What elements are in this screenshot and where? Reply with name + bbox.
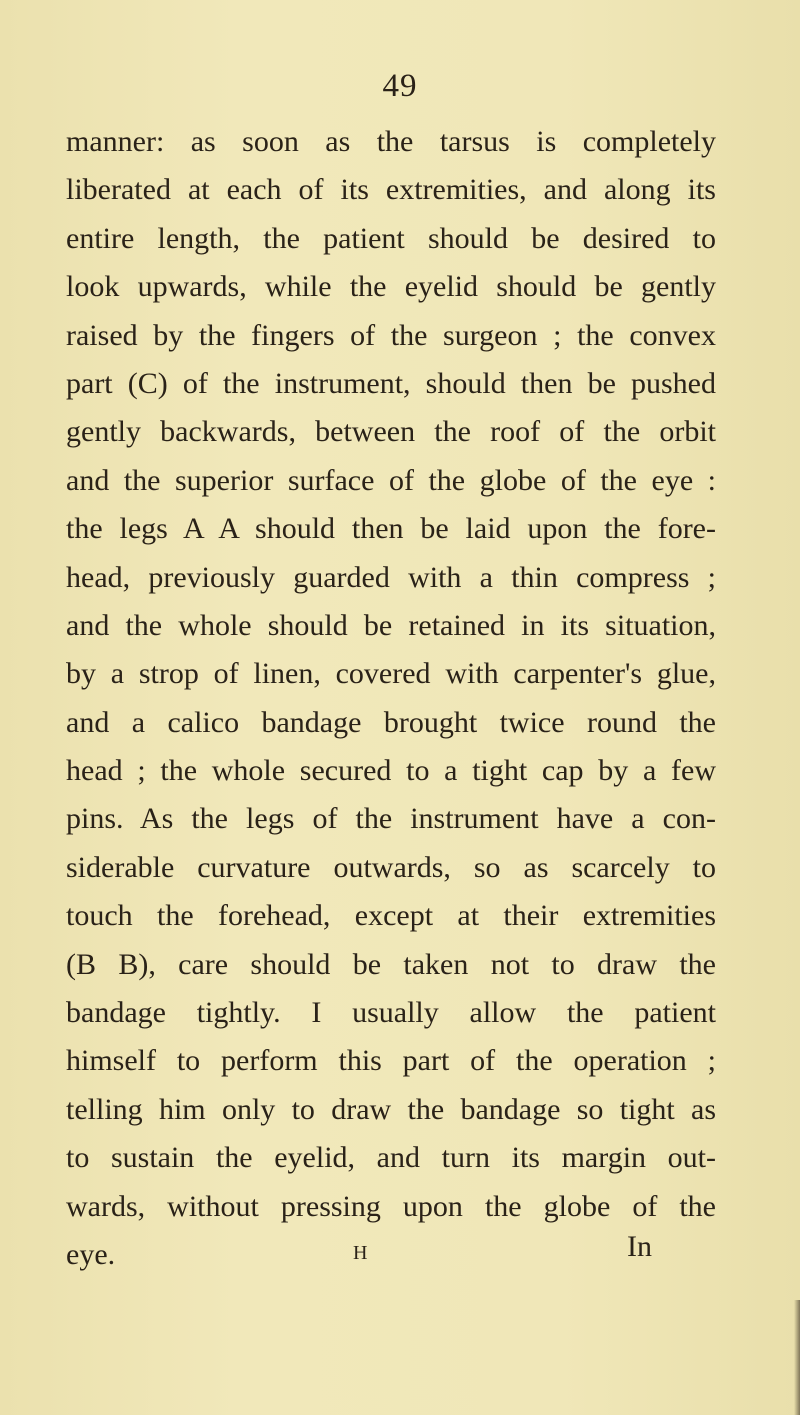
page-number: 49 — [382, 68, 418, 104]
text-line-3: entire length, the patient should be desired to — [66, 221, 716, 255]
text-line-20: himself to perform this part of the operation ; — [66, 1044, 716, 1078]
text-line-1: manner: as soon as the tarsus is completely — [66, 125, 716, 158]
text-line-18: (B B), care should be taken not to draw the — [66, 947, 716, 981]
text-line-11: and the whole should be retained in its situation, — [66, 608, 716, 642]
body-text — [66, 118, 716, 1279]
text-line-9: the legs A A should then be laid upon the fore- — [66, 512, 716, 546]
text-line-7: gently backwards, between the roof of the orbit — [66, 415, 716, 449]
text-line-19: bandage tightly. I usually allow the patient — [66, 996, 716, 1030]
text-line-21: telling him only to draw the bandage so tight as — [66, 1092, 716, 1126]
text-line-5: raised by the fingers of the surgeon ; the convex — [66, 318, 716, 352]
text-line-10: head, previously guarded with a thin compress ; — [66, 560, 716, 594]
text-line-12: by a strop of linen, covered with carpenter's glue, — [66, 657, 716, 691]
text-line-17: touch the forehead, except at their extremities — [66, 899, 716, 933]
text-line-15: pins. As the legs of the instrument have a con- — [66, 802, 716, 836]
catchword: In — [627, 1230, 652, 1263]
text-line-4: look upwards, while the eyelid should be gently — [66, 270, 716, 304]
text-line-23: wards, without pressing upon the globe of the — [66, 1189, 716, 1223]
text-line-22: to sustain the eyelid, and turn its margin out- — [66, 1141, 716, 1175]
text-line-2: liberated at each of its extremities, and along its — [66, 173, 716, 207]
text-line-24: eye. — [66, 1237, 116, 1271]
text-line-8: and the superior surface of the globe of the eye : — [66, 463, 716, 497]
text-line-6: part (C) of the instrument, should then be pushed — [66, 366, 716, 400]
text-line-16: siderable curvature outwards, so as scarcely to — [66, 850, 716, 884]
text-line-13: and a calico bandage brought twice round the — [66, 705, 716, 739]
signature-mark: H — [353, 1242, 369, 1264]
page-edge-shadow — [794, 1300, 800, 1415]
text-line-14: head ; the whole secured to a tight cap by a few — [66, 754, 716, 788]
